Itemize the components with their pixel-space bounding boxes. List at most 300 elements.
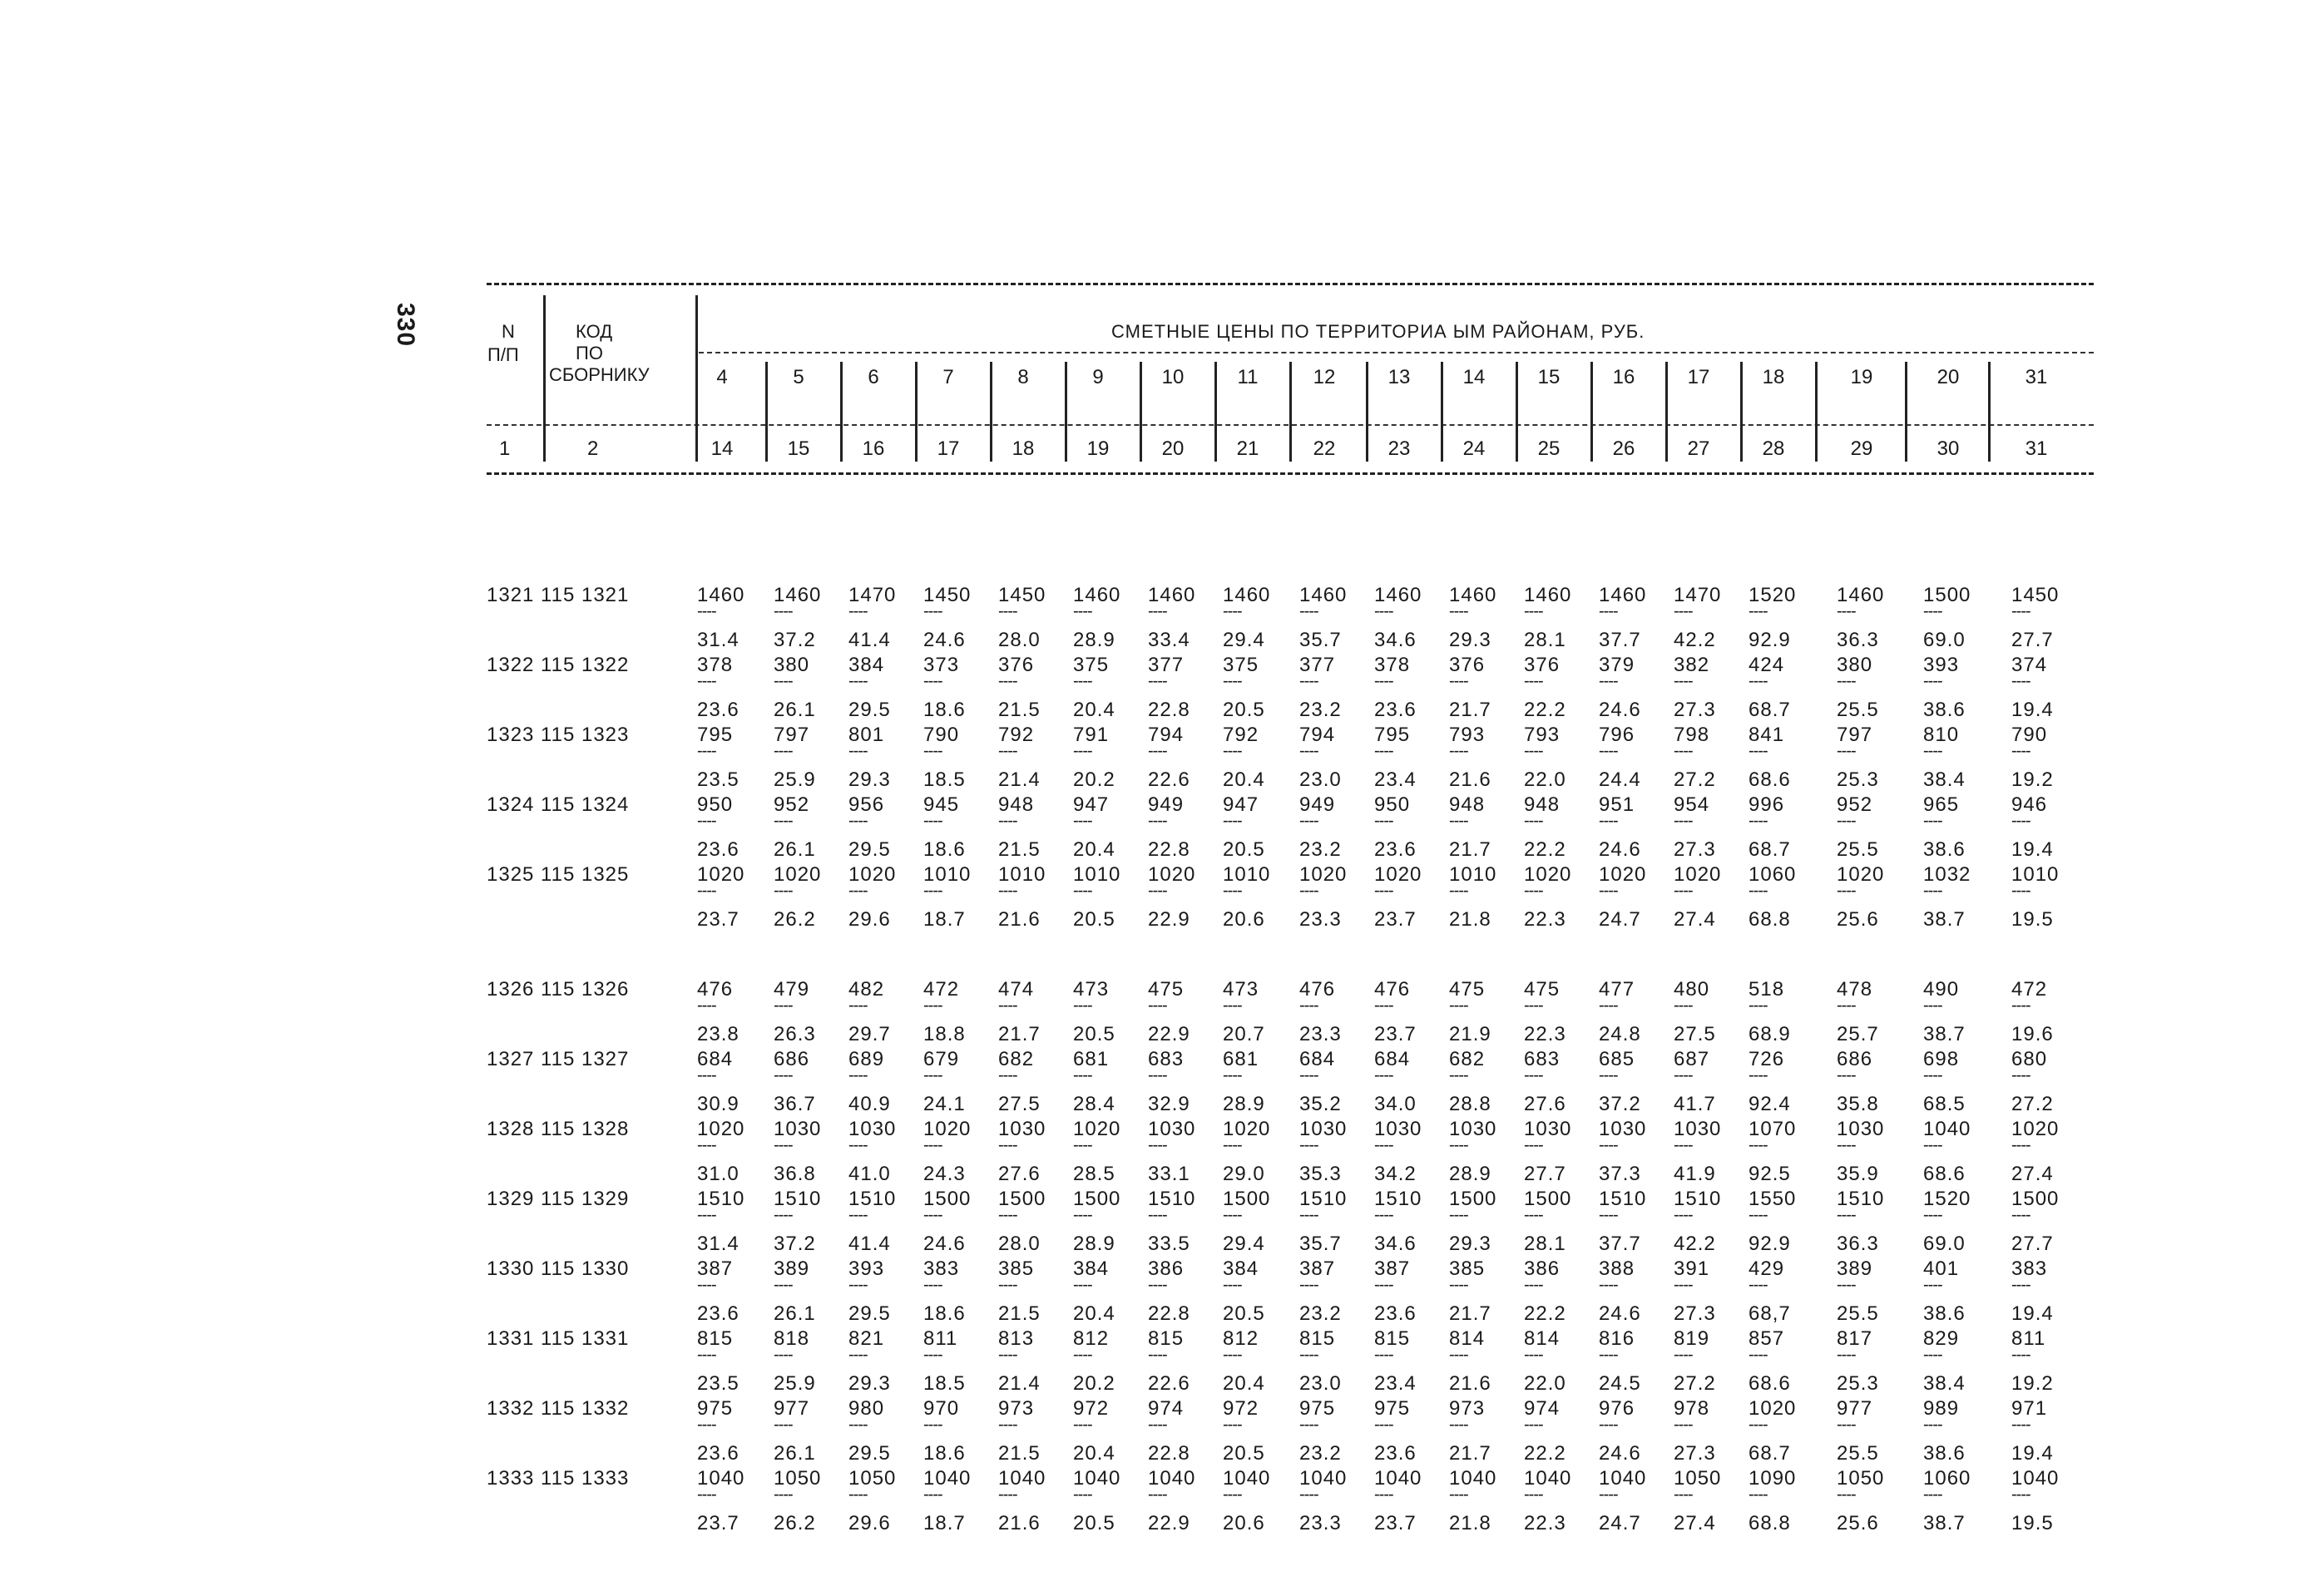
fraction-divider: ----	[1837, 1066, 1856, 1085]
fraction-divider: ----	[1599, 602, 1618, 620]
fraction-divider: ----	[1524, 602, 1543, 620]
fraction-divider: ----	[923, 882, 942, 900]
extra-cell: 26.1	[774, 699, 816, 721]
price-cell: 393	[1923, 654, 1960, 676]
fraction-divider: ----	[1923, 602, 1942, 620]
extra-cell: 19.2	[2011, 768, 2054, 791]
price-cell: 1090	[1748, 1467, 1797, 1490]
extra-cell: 22.9	[1148, 1512, 1190, 1534]
fraction-divider: ----	[1374, 812, 1393, 830]
price-cell: 1460	[697, 584, 745, 606]
price-cell: 1510	[1148, 1188, 1196, 1210]
price-cell: 1450	[923, 584, 972, 606]
price-cell: 1030	[1674, 1118, 1722, 1140]
price-cell: 1050	[1837, 1467, 1885, 1490]
fraction-divider: ----	[2011, 1066, 2030, 1085]
price-cell: 1040	[1073, 1467, 1121, 1490]
fraction-divider: ----	[998, 882, 1017, 900]
header-column-number: 18	[1012, 437, 1035, 460]
fraction-divider: ----	[697, 812, 716, 830]
price-cell: 689	[848, 1048, 885, 1070]
fraction-divider: ----	[1073, 812, 1092, 830]
fraction-divider: ----	[1524, 1346, 1543, 1364]
header-bottom-rule	[487, 472, 2094, 475]
price-cell: 387	[1299, 1258, 1336, 1280]
fraction-divider: ----	[1374, 996, 1393, 1015]
fraction-divider: ----	[1674, 1346, 1693, 1364]
extra-cell: 26.1	[774, 838, 816, 861]
fraction-divider: ----	[1524, 1416, 1543, 1434]
extra-cell: 27.4	[1674, 1512, 1716, 1534]
price-cell: 387	[1374, 1258, 1411, 1280]
extra-cell: 24.7	[1599, 908, 1641, 931]
extra-cell: 25.9	[774, 768, 816, 791]
header-top-rule	[487, 283, 2094, 285]
price-cell: 476	[1374, 978, 1411, 1001]
extra-cell: 23.5	[697, 1372, 739, 1395]
price-cell: 681	[1073, 1048, 1110, 1070]
fraction-divider: ----	[1923, 1346, 1942, 1364]
price-cell: 815	[1148, 1327, 1185, 1350]
fraction-divider: ----	[774, 1136, 793, 1154]
extra-cell: 37.2	[1599, 1093, 1641, 1115]
price-cell: 974	[1148, 1397, 1185, 1420]
extra-cell: 28.0	[998, 629, 1041, 651]
extra-cell: 21.7	[998, 1023, 1041, 1045]
extra-cell: 26.3	[774, 1023, 816, 1045]
extra-cell: 68.7	[1748, 1442, 1791, 1465]
extra-cell: 32.9	[1148, 1093, 1190, 1115]
fraction-divider: ----	[697, 1416, 716, 1434]
fraction-divider: ----	[1837, 1206, 1856, 1224]
extra-cell: 92.4	[1748, 1093, 1791, 1115]
extra-cell: 28.9	[1073, 1233, 1115, 1255]
fraction-divider: ----	[1073, 1416, 1092, 1434]
extra-cell: 22.9	[1148, 1023, 1190, 1045]
header-column-number: 25	[1537, 437, 1561, 460]
fraction-divider: ----	[1299, 1416, 1318, 1434]
fraction-divider: ----	[1674, 1416, 1693, 1434]
extra-cell: 20.4	[1073, 838, 1115, 861]
extra-cell: 27.4	[1674, 908, 1716, 931]
price-cell: 1510	[1837, 1188, 1885, 1210]
fraction-divider: ----	[998, 602, 1017, 620]
price-cell: 952	[774, 793, 810, 816]
fraction-divider: ----	[848, 1066, 868, 1085]
extra-cell: 36.7	[774, 1093, 816, 1115]
extra-cell: 18.6	[923, 1442, 966, 1465]
extra-cell: 38.6	[1923, 1302, 1966, 1325]
price-cell: 1500	[1524, 1188, 1572, 1210]
extra-cell: 29.5	[848, 1442, 891, 1465]
extra-cell: 68.8	[1748, 908, 1791, 931]
price-cell: 388	[1599, 1258, 1635, 1280]
fraction-divider: ----	[1449, 1206, 1468, 1224]
price-cell: 829	[1923, 1327, 1960, 1350]
fraction-divider: ----	[1374, 602, 1393, 620]
extra-cell: 27.3	[1674, 699, 1716, 721]
fraction-divider: ----	[1374, 1485, 1393, 1504]
fraction-divider: ----	[697, 882, 716, 900]
header-region-number: 17	[1687, 366, 1710, 388]
extra-cell: 19.4	[2011, 699, 2054, 721]
extra-cell: 69.0	[1923, 1233, 1966, 1255]
fraction-divider: ----	[1148, 996, 1167, 1015]
fraction-divider: ----	[1748, 1416, 1768, 1434]
fraction-divider: ----	[848, 882, 868, 900]
header-column-number: 24	[1462, 437, 1486, 460]
price-cell: 475	[1148, 978, 1185, 1001]
extra-cell: 18.5	[923, 768, 966, 791]
price-cell: 971	[2011, 1397, 2048, 1420]
fraction-divider: ----	[1223, 1485, 1242, 1504]
fraction-divider: ----	[1073, 602, 1092, 620]
fraction-divider: ----	[1748, 1066, 1768, 1085]
extra-cell: 27.2	[1674, 768, 1716, 791]
extra-cell: 20.2	[1073, 1372, 1115, 1395]
fraction-divider: ----	[1837, 672, 1856, 690]
extra-cell: 23.0	[1299, 1372, 1342, 1395]
price-cell: 1030	[848, 1118, 897, 1140]
fraction-divider: ----	[774, 1066, 793, 1085]
fraction-divider: ----	[1374, 1346, 1393, 1364]
header-col-pp: П/П	[487, 344, 519, 365]
extra-cell: 23.7	[1374, 1023, 1417, 1045]
price-cell: 972	[1223, 1397, 1259, 1420]
extra-cell: 37.3	[1599, 1163, 1641, 1185]
extra-cell: 34.0	[1374, 1093, 1417, 1115]
fraction-divider: ----	[1524, 882, 1543, 900]
fraction-divider: ----	[848, 1206, 868, 1224]
price-cell: 1040	[1923, 1118, 1971, 1140]
price-cell: 473	[1073, 978, 1110, 1001]
price-cell: 794	[1299, 724, 1336, 746]
extra-cell: 23.6	[1374, 1442, 1417, 1465]
fraction-divider: ----	[1073, 1066, 1092, 1085]
extra-cell: 18.7	[923, 1512, 966, 1534]
fraction-divider: ----	[1837, 1136, 1856, 1154]
row-code: 1330 115 1330	[487, 1258, 630, 1280]
fraction-divider: ----	[1923, 882, 1942, 900]
extra-cell: 20.4	[1073, 1302, 1115, 1325]
price-cell: 384	[848, 654, 885, 676]
extra-cell: 24.6	[1599, 838, 1641, 861]
price-cell: 796	[1599, 724, 1635, 746]
fraction-divider: ----	[2011, 812, 2030, 830]
fraction-divider: ----	[923, 742, 942, 760]
price-cell: 1040	[923, 1467, 972, 1490]
fraction-divider: ----	[1223, 812, 1242, 830]
price-cell: 1460	[1223, 584, 1271, 606]
extra-cell: 36.3	[1837, 1233, 1879, 1255]
extra-cell: 26.1	[774, 1302, 816, 1325]
price-cell: 1460	[1524, 584, 1572, 606]
price-cell: 792	[1223, 724, 1259, 746]
extra-cell: 38.6	[1923, 699, 1966, 721]
extra-cell: 29.3	[1449, 629, 1491, 651]
fraction-divider: ----	[1073, 672, 1092, 690]
fraction-divider: ----	[923, 1416, 942, 1434]
header-col-sbornik: СБОРНИКУ	[549, 364, 650, 385]
extra-cell: 23.6	[1374, 1302, 1417, 1325]
price-cell: 1030	[1837, 1118, 1885, 1140]
fraction-divider: ----	[923, 996, 942, 1015]
fraction-divider: ----	[998, 996, 1017, 1015]
extra-cell: 27.7	[1524, 1163, 1566, 1185]
fraction-divider: ----	[923, 602, 942, 620]
extra-cell: 68.6	[1923, 1163, 1966, 1185]
extra-cell: 23.2	[1299, 838, 1342, 861]
header-col-kod: КОД	[576, 321, 613, 342]
extra-cell: 24.5	[1599, 1372, 1641, 1395]
extra-cell: 20.6	[1223, 908, 1265, 931]
extra-cell: 20.4	[1073, 699, 1115, 721]
extra-cell: 38.4	[1923, 768, 1966, 791]
fraction-divider: ----	[2011, 1136, 2030, 1154]
price-cell: 387	[697, 1258, 734, 1280]
extra-cell: 30.9	[697, 1093, 739, 1115]
price-cell: 726	[1748, 1048, 1785, 1070]
fraction-divider: ----	[1374, 1276, 1393, 1294]
price-cell: 377	[1299, 654, 1336, 676]
price-cell: 790	[923, 724, 960, 746]
price-cell: 810	[1923, 724, 1960, 746]
fraction-divider: ----	[1837, 742, 1856, 760]
header-column-number: 31	[2025, 437, 2048, 460]
fraction-divider: ----	[1674, 996, 1693, 1015]
extra-cell: 20.4	[1223, 768, 1265, 791]
fraction-divider: ----	[1073, 996, 1092, 1015]
fraction-divider: ----	[1374, 1136, 1393, 1154]
fraction-divider: ----	[923, 1485, 942, 1504]
header-region-number: 12	[1313, 366, 1336, 388]
fraction-divider: ----	[923, 812, 942, 830]
price-cell: 1040	[1374, 1467, 1422, 1490]
extra-cell: 23.0	[1299, 768, 1342, 791]
price-cell: 1010	[1073, 863, 1121, 886]
fraction-divider: ----	[1674, 742, 1693, 760]
header-column-number: 20	[1161, 437, 1185, 460]
price-cell: 686	[1837, 1048, 1873, 1070]
price-cell: 383	[2011, 1258, 2048, 1280]
price-cell: 948	[1524, 793, 1561, 816]
fraction-divider: ----	[1073, 882, 1092, 900]
price-cell: 379	[1599, 654, 1635, 676]
extra-cell: 22.6	[1148, 1372, 1190, 1395]
extra-cell: 22.6	[1148, 768, 1190, 791]
header-num-left: 2	[587, 437, 599, 460]
price-cell: 1040	[2011, 1467, 2060, 1490]
extra-cell: 22.2	[1524, 699, 1566, 721]
fraction-divider: ----	[1923, 996, 1942, 1015]
header-region-number: 8	[1017, 366, 1029, 388]
extra-cell: 29.0	[1223, 1163, 1265, 1185]
price-cell: 841	[1748, 724, 1785, 746]
price-cell: 1020	[697, 863, 745, 886]
extra-cell: 23.3	[1299, 1023, 1342, 1045]
fraction-divider: ----	[923, 1066, 942, 1085]
fraction-divider: ----	[1748, 1206, 1768, 1224]
extra-cell: 37.2	[774, 1233, 816, 1255]
price-cell: 1510	[1674, 1188, 1722, 1210]
header-separator	[1905, 362, 1907, 462]
price-cell: 378	[697, 654, 734, 676]
price-cell: 949	[1148, 793, 1185, 816]
extra-cell: 28.5	[1073, 1163, 1115, 1185]
fraction-divider: ----	[1299, 1206, 1318, 1224]
fraction-divider: ----	[1449, 1346, 1468, 1364]
price-cell: 974	[1524, 1397, 1561, 1420]
price-cell: 954	[1674, 793, 1710, 816]
extra-cell: 24.4	[1599, 768, 1641, 791]
price-cell: 956	[848, 793, 885, 816]
extra-cell: 21.4	[998, 1372, 1041, 1395]
fraction-divider: ----	[774, 1416, 793, 1434]
price-cell: 792	[998, 724, 1035, 746]
fraction-divider: ----	[1524, 1066, 1543, 1085]
extra-cell: 23.6	[1374, 699, 1417, 721]
extra-cell: 22.2	[1524, 1442, 1566, 1465]
header-title: СМЕТНЫЕ ЦЕНЫ ПО ТЕРРИТОРИА ЫМ РАЙОНАМ, РУБ.	[1111, 321, 1645, 342]
fraction-divider: ----	[1748, 1136, 1768, 1154]
price-cell: 977	[1837, 1397, 1873, 1420]
extra-cell: 28.1	[1524, 1233, 1566, 1255]
extra-cell: 35.2	[1299, 1093, 1342, 1115]
extra-cell: 20.5	[1073, 908, 1115, 931]
extra-cell: 28.9	[1223, 1093, 1265, 1115]
extra-cell: 25.5	[1837, 838, 1879, 861]
fraction-divider: ----	[697, 1346, 716, 1364]
price-cell: 1040	[998, 1467, 1046, 1490]
price-cell: 482	[848, 978, 885, 1001]
fraction-divider: ----	[1599, 1066, 1618, 1085]
price-cell: 475	[1449, 978, 1486, 1001]
fraction-divider: ----	[998, 742, 1017, 760]
price-cell: 817	[1837, 1327, 1873, 1350]
price-cell: 813	[998, 1327, 1035, 1350]
extra-cell: 36.3	[1837, 629, 1879, 651]
price-cell: 383	[923, 1258, 960, 1280]
header-region-number: 14	[1462, 366, 1486, 388]
extra-cell: 24.6	[923, 629, 966, 651]
fraction-divider: ----	[1223, 1416, 1242, 1434]
fraction-divider: ----	[1674, 1276, 1693, 1294]
fraction-divider: ----	[1674, 672, 1693, 690]
price-cell: 798	[1674, 724, 1710, 746]
extra-cell: 21.5	[998, 1442, 1041, 1465]
price-cell: 795	[1374, 724, 1411, 746]
price-cell: 686	[774, 1048, 810, 1070]
fraction-divider: ----	[848, 672, 868, 690]
price-cell: 389	[774, 1258, 810, 1280]
extra-cell: 19.5	[2011, 908, 2054, 931]
row-code: 1333 115 1333	[487, 1467, 630, 1490]
extra-cell: 22.8	[1148, 838, 1190, 861]
price-cell: 1020	[1299, 863, 1348, 886]
fraction-divider: ----	[1299, 1066, 1318, 1085]
extra-cell: 22.0	[1524, 768, 1566, 791]
price-cell: 816	[1599, 1327, 1635, 1350]
extra-cell: 18.7	[923, 908, 966, 931]
fraction-divider: ----	[1148, 742, 1167, 760]
header-column-number: 21	[1236, 437, 1259, 460]
price-cell: 790	[2011, 724, 2048, 746]
extra-cell: 35.7	[1299, 1233, 1342, 1255]
extra-cell: 31.0	[697, 1163, 739, 1185]
price-cell: 947	[1073, 793, 1110, 816]
fraction-divider: ----	[697, 1276, 716, 1294]
price-cell: 1470	[1674, 584, 1722, 606]
price-cell: 1070	[1748, 1118, 1797, 1140]
extra-cell: 19.4	[2011, 1302, 2054, 1325]
extra-cell: 68.6	[1748, 768, 1791, 791]
extra-cell: 23.6	[697, 1442, 739, 1465]
extra-cell: 20.5	[1073, 1512, 1115, 1534]
price-cell: 1020	[1223, 1118, 1271, 1140]
price-cell: 814	[1449, 1327, 1486, 1350]
extra-cell: 68.8	[1748, 1512, 1791, 1534]
price-cell: 821	[848, 1327, 885, 1350]
price-cell: 1500	[1073, 1188, 1121, 1210]
price-cell: 682	[1449, 1048, 1486, 1070]
extra-cell: 68.9	[1748, 1023, 1791, 1045]
extra-cell: 37.7	[1599, 629, 1641, 651]
price-cell: 378	[1374, 654, 1411, 676]
fraction-divider: ----	[1923, 1136, 1942, 1154]
header-region-number: 5	[793, 366, 804, 388]
price-cell: 1040	[1599, 1467, 1647, 1490]
price-cell: 1040	[1449, 1467, 1497, 1490]
price-cell: 1500	[923, 1188, 972, 1210]
fraction-divider: ----	[1299, 996, 1318, 1015]
price-cell: 950	[1374, 793, 1411, 816]
price-cell: 1020	[697, 1118, 745, 1140]
fraction-divider: ----	[1923, 672, 1942, 690]
fraction-divider: ----	[998, 1276, 1017, 1294]
price-cell: 476	[697, 978, 734, 1001]
price-cell: 477	[1599, 978, 1635, 1001]
price-cell: 1030	[774, 1118, 822, 1140]
row-code: 1328 115 1328	[487, 1118, 630, 1140]
header-num-left: 1	[499, 437, 511, 460]
extra-cell: 20.4	[1223, 1372, 1265, 1395]
header-mid-rule	[699, 352, 2094, 353]
fraction-divider: ----	[774, 672, 793, 690]
header-region-number: 10	[1161, 366, 1185, 388]
fraction-divider: ----	[1748, 1485, 1768, 1504]
extra-cell: 23.8	[697, 1023, 739, 1045]
price-cell: 1470	[848, 584, 897, 606]
fraction-divider: ----	[923, 672, 942, 690]
price-cell: 1020	[923, 1118, 972, 1140]
price-cell: 815	[1299, 1327, 1336, 1350]
extra-cell: 38.6	[1923, 838, 1966, 861]
fraction-divider: ----	[1524, 742, 1543, 760]
fraction-divider: ----	[1674, 812, 1693, 830]
fraction-divider: ----	[848, 1136, 868, 1154]
extra-cell: 35.8	[1837, 1093, 1879, 1115]
extra-cell: 28.0	[998, 1233, 1041, 1255]
extra-cell: 25.9	[774, 1372, 816, 1395]
extra-cell: 23.3	[1299, 908, 1342, 931]
header-region-number: 9	[1092, 366, 1104, 388]
price-cell: 973	[1449, 1397, 1486, 1420]
extra-cell: 34.6	[1374, 629, 1417, 651]
price-cell: 1030	[1449, 1118, 1497, 1140]
price-cell: 975	[697, 1397, 734, 1420]
fraction-divider: ----	[1674, 602, 1693, 620]
extra-cell: 19.4	[2011, 838, 2054, 861]
